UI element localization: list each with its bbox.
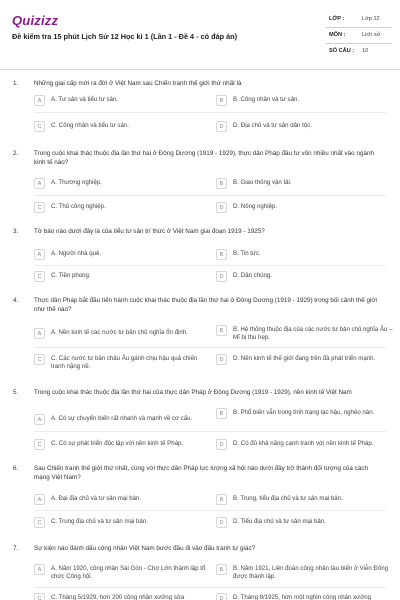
option-text: B. Phổ biến vẫn trong tình trạng lạc hậu, nghèo nàn. xyxy=(233,409,375,416)
option-text: A. Người nhà quê. xyxy=(51,250,102,257)
header-divider xyxy=(0,69,400,70)
option-text: B. Hệ thống thuộc địa của các nước tư bản chủ nghĩa Âu – Mĩ bị thu hẹp. xyxy=(233,326,393,342)
question-text: Trong cuộc khai thác thuộc địa lần thứ hai của thực dân Pháp ở Đông Dương (1919 - 1929), nền kinh tế Việt Nam xyxy=(34,389,352,396)
option-letter: C xyxy=(34,271,45,282)
option-text: C. Công nhân và tiểu tư sản. xyxy=(51,122,129,129)
option-letter: B xyxy=(216,178,227,189)
option-text: D. Tiểu địa chủ và tư sản mại bản. xyxy=(233,518,326,525)
option-letter: C xyxy=(34,202,45,213)
question-text: Những giai cấp mới ra đời ở Việt Nam sau Chiến tranh thế giới thứ nhất là xyxy=(34,80,242,87)
option-letter: D xyxy=(216,202,227,213)
option-letter: D xyxy=(216,271,227,282)
option-letter: C xyxy=(34,593,45,600)
option-letter: C xyxy=(34,354,45,365)
question-number: 6. xyxy=(13,465,19,472)
info-key: LỚP : xyxy=(329,16,345,22)
option-letter: A xyxy=(34,249,45,260)
question-number: 2. xyxy=(13,150,19,157)
option-letter: A xyxy=(34,178,45,189)
info-value: Lịch sử xyxy=(362,32,381,38)
option-letter: B xyxy=(216,564,227,575)
info-row-subject xyxy=(326,28,392,44)
info-value: Lớp 12 xyxy=(362,16,380,22)
option-text: C. Tiền phong. xyxy=(51,272,91,279)
option-divider xyxy=(34,431,386,432)
option-letter: C xyxy=(34,517,45,528)
option-text: B. Giao thông vận tải. xyxy=(233,179,292,186)
option-letter: A xyxy=(34,414,45,425)
option-text: D. Có đủ khả năng cạnh tranh với nền kinh tế Pháp. xyxy=(233,440,374,447)
question-text: Sau Chiến tranh thế giới thứ nhất, cùng với thực dân Pháp lực lượng xã hội nào dưới đây trở thành đối tượng của cách mạng Việt Nam? xyxy=(34,465,368,481)
option-letter: A xyxy=(34,328,45,339)
option-text: A. Nền kinh tế các nước tư bản chủ nghĩa ổn định. xyxy=(51,329,188,336)
question-text: Trong cuộc khai thác thuộc địa lần thứ hai ở Đông Dương (1919 - 1929), thực dân Pháp đầu tư vốn nhiều nhất vào ngành kinh tế nào? xyxy=(34,150,374,166)
question-number: 4. xyxy=(13,297,19,304)
option-text: C. Tháng 5/1929, hơn 200 công nhân xưởng sửa xyxy=(51,594,185,600)
option-text: C. Trung địa chủ và tư sản mại bản. xyxy=(51,518,148,525)
option-divider xyxy=(34,510,386,511)
question-number: 5. xyxy=(13,389,19,396)
option-text: C. Thủ công nghiệp. xyxy=(51,203,106,210)
quizizz-logo: Quizizz xyxy=(12,13,59,28)
option-text: D. Địa chủ và tư sản dân tộc. xyxy=(233,122,312,129)
option-letter: D xyxy=(216,593,227,600)
option-text: B. Năm 1921, Liên đoàn công nhân tàu biển ở Viễn Đông được thành lập. xyxy=(233,565,388,581)
option-letter: D xyxy=(216,517,227,528)
option-divider xyxy=(34,347,386,348)
option-letter: B xyxy=(216,249,227,260)
question-number: 7. xyxy=(13,545,19,552)
option-letter: A xyxy=(34,494,45,505)
option-text: A. Tư sản và tiểu tư sản. xyxy=(51,96,118,103)
option-text: A. Thương nghiệp. xyxy=(51,179,102,186)
info-key: SỐ CÂU : xyxy=(329,48,355,54)
option-letter: B xyxy=(216,408,227,419)
info-row-class xyxy=(326,12,392,28)
option-text: A. Năm 1920, công nhân Sài Gòn - Chợ Lớn thành lập tổ chức Công hội. xyxy=(51,565,206,581)
option-text: D. Nền kinh tế thế giới đang trên đà phát triển mạnh. xyxy=(233,355,376,362)
option-letter: D xyxy=(216,121,227,132)
option-divider xyxy=(34,195,386,196)
option-letter: B xyxy=(216,95,227,106)
question-text: Sự kiện nào đánh dấu công nhân Việt Nam bước đầu đi vào đấu tranh tự giác? xyxy=(34,545,256,552)
header xyxy=(0,0,400,70)
option-text: C. Có sự phát triển độc lập với nền kinh tế Pháp. xyxy=(51,440,184,447)
question-text: Tờ báo nào dưới đây là của tiểu tư sản trí thức ở Việt Nam giai đoạn 1919 - 1925? xyxy=(34,228,265,235)
option-letter: B xyxy=(216,325,227,336)
option-text: C. Các nước tư bản châu Âu gánh chịu hậu quả chiến tranh nặng nề. xyxy=(51,355,198,371)
option-text: A. Có sự chuyển biến rất nhanh và mạnh về cơ cấu. xyxy=(51,415,193,422)
info-table xyxy=(326,12,392,59)
option-text: B. Tin tức. xyxy=(233,250,261,257)
question-number: 3. xyxy=(13,228,19,235)
option-letter: C xyxy=(34,439,45,450)
option-letter: C xyxy=(34,121,45,132)
option-letter: A xyxy=(34,95,45,106)
info-value: 10 xyxy=(362,48,369,54)
question-number: 1. xyxy=(13,80,19,87)
option-divider xyxy=(34,265,386,266)
option-divider xyxy=(34,112,386,113)
option-text: B. Trung, tiểu địa chủ và tư sản mại bản. xyxy=(233,495,343,502)
info-key: MÔN : xyxy=(329,32,346,38)
option-letter: D xyxy=(216,354,227,365)
option-text: A. Đại địa chủ và tư sản mại bản. xyxy=(51,495,142,502)
option-text: B. Công nhân và tư sản. xyxy=(233,96,300,103)
option-text: D. Nông nghiệp. xyxy=(233,203,278,210)
option-letter: A xyxy=(34,564,45,575)
option-divider xyxy=(34,587,386,588)
option-text: D. Dân chúng. xyxy=(233,272,272,279)
option-letter: B xyxy=(216,494,227,505)
info-row-count xyxy=(326,44,392,59)
option-letter: D xyxy=(216,439,227,450)
option-text: D. Tháng 8/1925, hơn một nghìn công nhân xưởng xyxy=(233,594,371,600)
page-title: Đề kiểm tra 15 phút Lịch Sử 12 Học kì 1 (Lần 1 - Đề 4 - có đáp án) xyxy=(12,32,238,41)
question-text: Thực dân Pháp bắt đầu tiến hành cuộc khai thác thuộc địa lần thứ hai ở Đông Dương (1919 - 1929) trong bối cảnh thế giới như thế nào? xyxy=(34,297,377,313)
